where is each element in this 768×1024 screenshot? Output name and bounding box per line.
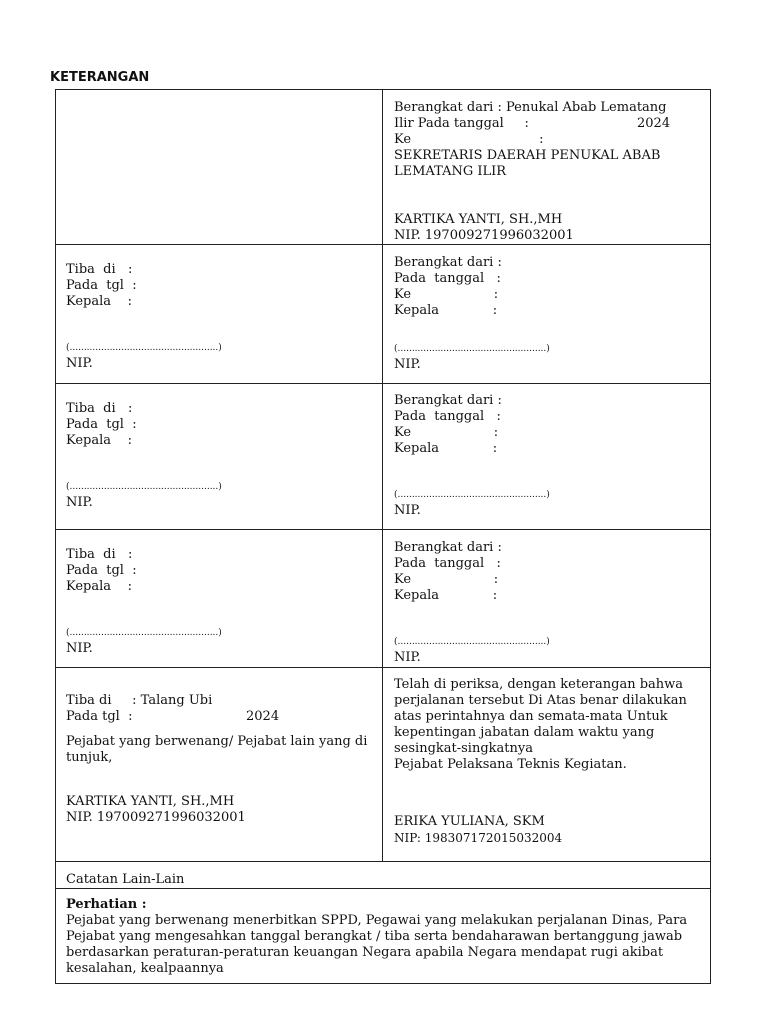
arrival-block-2 [66, 262, 222, 372]
departure-from: Berangkat dari : [394, 393, 502, 408]
departure-date: Pada tanggal : [394, 556, 501, 571]
row-divider [56, 861, 710, 862]
row-divider [56, 529, 710, 530]
departure-block-4 [394, 540, 550, 666]
final-arrival-year: 2024 [246, 709, 280, 724]
notes-label: Catatan Lain-Lain [66, 872, 185, 887]
verification-line-1: Telah di periksa, dengan keterangan bahwa [394, 677, 684, 692]
signature-line: (....................................................) [66, 343, 222, 353]
arrival-date: Pada tgl : [66, 563, 137, 578]
authority-line-1: Pejabat yang berwenang/ Pejabat lain yang di [66, 734, 368, 749]
attention-line-3: berdasarkan peraturan-peraturan keuangan Negara apabila Negara mendapat rugi akibat [66, 945, 664, 960]
departure-block-1 [394, 100, 704, 244]
signature-line: (....................................................) [66, 628, 222, 638]
destination-line: Ke : [394, 132, 544, 147]
official-nip: NIP. 197009271996032001 [394, 228, 574, 243]
row-divider [56, 383, 710, 384]
verification-line-6: Pejabat Pelaksana Teknis Kegiatan. [394, 757, 627, 772]
verification-line-4: kepentingan jabatan dalam waktu yang [394, 725, 655, 740]
final-arrival-place: Tiba di : Talang Ubi [66, 693, 213, 708]
authority-line-2: tunjuk, [66, 750, 113, 765]
departure-from: Berangkat dari : [394, 255, 502, 270]
official-name: KARTIKA YANTI, SH.,MH [394, 212, 563, 227]
authority-name: KARTIKA YANTI, SH.,MH [66, 794, 235, 809]
departure-date-line [394, 116, 704, 132]
verification-line-5: sesingkat-singkatnya [394, 741, 533, 756]
destination-name-1: SEKRETARIS DAERAH PENUKAL ABAB [394, 148, 661, 163]
page-heading: KETERANGAN [50, 70, 150, 85]
departure-date-label: Ilir Pada tanggal : [394, 116, 529, 131]
row-divider [56, 244, 710, 245]
departure-year: 2024 [637, 116, 671, 131]
departure-to: Ke : [394, 287, 499, 302]
arrival-date: Pada tgl : [66, 417, 137, 432]
arrival-place: Tiba di : [66, 401, 133, 416]
arrival-nip: NIP. [66, 495, 93, 510]
departure-nip: NIP. [394, 357, 421, 372]
document-table [55, 89, 711, 984]
departure-to: Ke : [394, 425, 499, 440]
column-divider [382, 90, 383, 861]
verification-line-3: atas perintahnya dan semata-mata Untuk [394, 709, 668, 724]
arrival-head: Kepala : [66, 433, 132, 448]
departure-head: Kepala : [394, 303, 498, 318]
arrival-head: Kepala : [66, 294, 132, 309]
departure-nip: NIP. [394, 650, 421, 665]
final-arrival-date-line [66, 709, 371, 725]
signature-line: (....................................................) [394, 490, 550, 500]
destination-name-2: LEMATANG ILIR [394, 164, 507, 179]
attention-block [66, 897, 706, 977]
departure-nip: NIP. [394, 503, 421, 518]
signature-line: (....................................................) [394, 637, 550, 647]
attention-title: Perhatian : [66, 897, 147, 912]
verification-block [394, 677, 706, 846]
signature-line: (....................................................) [394, 344, 550, 354]
arrival-head: Kepala : [66, 579, 132, 594]
departure-date: Pada tanggal : [394, 409, 501, 424]
departure-block-2 [394, 255, 550, 373]
verifier-nip: NIP: 198307172015032004 [394, 831, 563, 845]
final-arrival-date-label: Pada tgl : [66, 709, 133, 724]
departure-from: Berangkat dari : [394, 540, 502, 555]
row-divider [56, 888, 710, 889]
departure-head: Kepala : [394, 441, 498, 456]
departure-block-3 [394, 393, 550, 519]
row-divider [56, 667, 710, 668]
attention-line-1: Pejabat yang berwenang menerbitkan SPPD, Pegawai yang melakukan perjalanan Dinas, Para [66, 913, 688, 928]
attention-line-4: kesalahan, kealpaannya [66, 961, 224, 976]
authority-nip: NIP. 197009271996032001 [66, 810, 246, 825]
departure-date: Pada tanggal : [394, 271, 501, 286]
arrival-date: Pada tgl : [66, 278, 137, 293]
departure-to: Ke : [394, 572, 499, 587]
arrival-place: Tiba di : [66, 262, 133, 277]
arrival-block-final [66, 693, 371, 826]
arrival-nip: NIP. [66, 356, 93, 371]
departure-head: Kepala : [394, 588, 498, 603]
arrival-place: Tiba di : [66, 547, 133, 562]
departure-from-line: Berangkat dari : Penukal Abab Lematang [394, 100, 667, 115]
signature-line: (....................................................) [66, 482, 222, 492]
verifier-name: ERIKA YULIANA, SKM [394, 814, 545, 829]
arrival-block-4 [66, 547, 222, 657]
verification-line-2: perjalanan tersebut Di Atas benar dilakukan [394, 693, 687, 708]
arrival-nip: NIP. [66, 641, 93, 656]
arrival-block-3 [66, 401, 222, 511]
attention-line-2: Pejabat yang mengesahkan tanggal berangkat / tiba serta bendaharawan bertanggung jawab [66, 929, 683, 944]
